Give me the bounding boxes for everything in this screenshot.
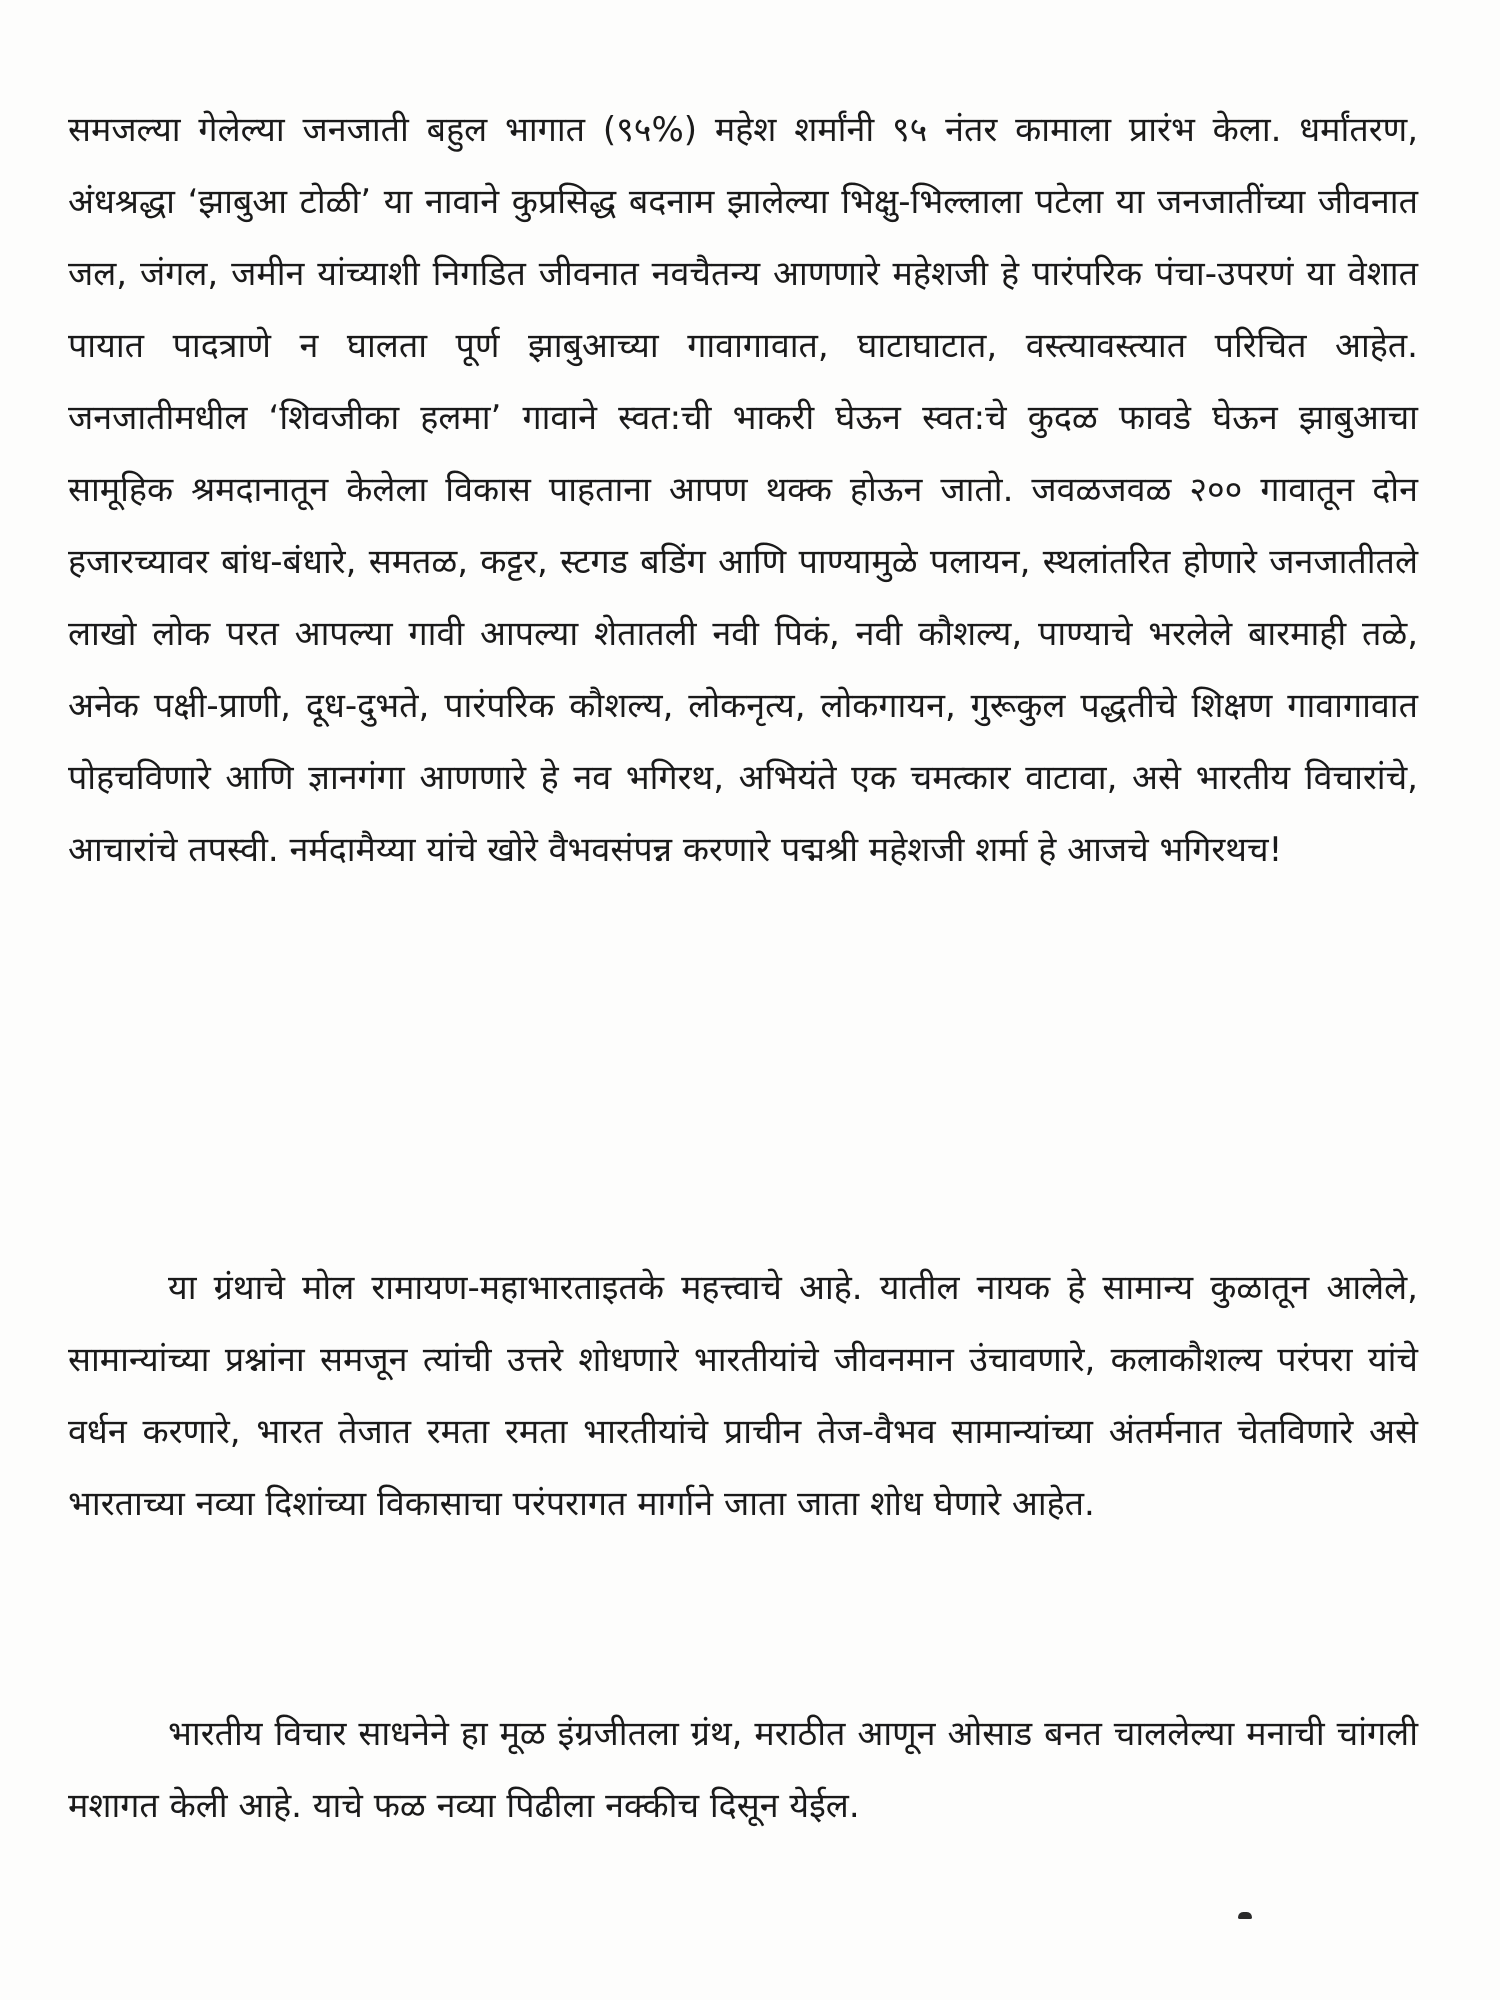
paragraph-2: या ग्रंथाचे मोल रामायण-महाभारताइतके महत्त्वाचे आहे. यातील नायक हे सामान्य कुळातून आलेले, सामान्यांच्या प्रश्नांना समजून त्यांची उत्तरे शोधणारे भारतीयांचे जीवनमान उंचावणारे, कलाकौशल्य परंपरा यांचे वर्धन करणारे, भारत तेजात रमता रमता भारतीयांचे प्राचीन तेज-वैभव सामान्यांच्या अंतर्मनात चेतविणारे असे भारताच्या नव्या दिशांच्या विकासाचा परंपरागत मार्गाने जाता जाता शोध घेणारे आहेत. — [68, 1268, 1418, 1524]
ink-mark — [1238, 1912, 1252, 1919]
paragraph-3: भारतीय विचार साधनेने हा मूळ इंग्रजीतला ग्रंथ, मराठीत आणून ओसाड बनत चाललेल्या मनाची चांगली मशागत केली आहे. याचे फळ नव्या पिढीला नक्कीच दिसून येईल. — [68, 1714, 1418, 1826]
paragraph-1: समजल्या गेलेल्या जनजाती बहुल भागात (९५%) महेश शर्मांनी ९५ नंतर कामाला प्रारंभ केला. धर्मांतरण, अंधश्रद्धा ‘झाबुआ टोळी’ या नावाने कुप्रसिद्ध बदनाम झालेल्या भिक्षु-भिल्लाला पटेला या जनजातींच्या जीवनात जल, जंगल, जमीन यांच्याशी निगडित जीवनात नवचैतन्य आणणारे महेशजी हे पारंपरिक पंचा-उपरणं या वेशात पायात पादत्राणे न घालता पूर्ण झाबुआच्या गावागावात, घाटाघाटात, वस्त्यावस्त्यात परिचित आहेत. जनजातीमधील ‘शिवजीका हलमा’ गावाने स्वत:ची भाकरी घेऊन स्वत:चे कुदळ फावडे घेऊन झाबुआचा सामूहिक श्रमदानातून केलेला विकास पाहताना आपण थक्क होऊन जातो. जवळजवळ २०० गावातून दोन हजारच्यावर बांध-बंधारे, समतळ, कट्टर, स्टगड बडिंग आणि पाण्यामुळे पलायन, स्थलांतरित होणारे जनजातीतले लाखो लोक परत आपल्या गावी आपल्या शेतातली नवी पिकं, नवी कौशल्य, पाण्याचे भरलेले बारमाही तळे, अनेक पक्षी-प्राणी, दूध-दुभते, पारंपरिक कौशल्य, लोकनृत्य, लोकगायन, गुरूकुल पद्धतीचे शिक्षण गावागावात पोहचविणारे आणि ज्ञानगंगा आणणारे हे नव भगिरथ, अभियंते एक चमत्कार वाटावा, असे भारतीय विचारांचे, आचारांचे तपस्वी. नर्मदामैय्या यांचे खोरे वैभवसंपन्न करणारे पद्मश्री महेशजी शर्मा हे आजचे भगिरथच! — [68, 110, 1418, 870]
